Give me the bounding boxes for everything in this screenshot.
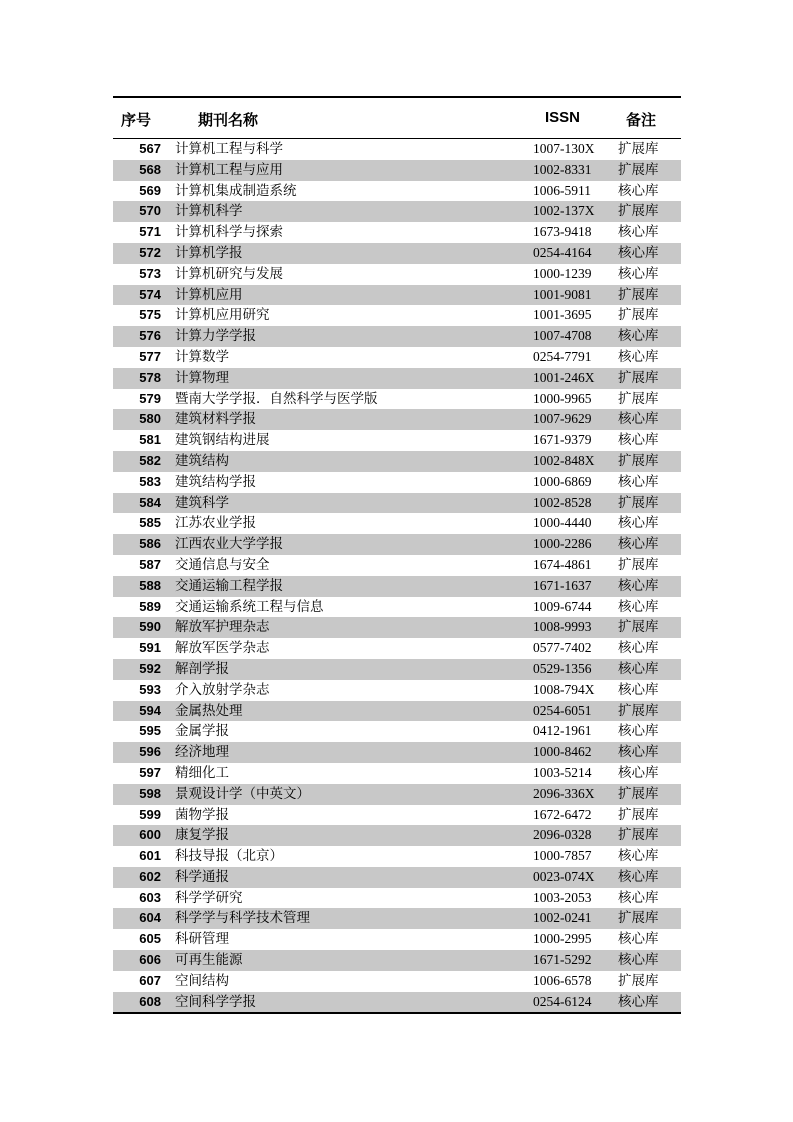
journal-name: 计算机科学与探索 [175, 224, 283, 241]
row-number: 608 [139, 993, 161, 1009]
journal-name: 科学学研究 [175, 889, 243, 906]
issn-value: 1007-4708 [533, 328, 592, 344]
note-value: 核心库 [618, 328, 659, 345]
journal-name: 计算力学学报 [175, 328, 256, 345]
table-row [113, 472, 681, 493]
row-number: 570 [139, 203, 161, 219]
issn-value: 1002-0241 [533, 910, 592, 926]
journal-name: 计算物理 [175, 369, 229, 386]
journal-name: 计算机研究与发展 [175, 265, 283, 282]
journal-name: 江西农业大学学报 [175, 536, 283, 553]
journal-name: 计算机应用 [175, 286, 243, 303]
journal-name: 金属学报 [175, 723, 229, 740]
row-number: 606 [139, 952, 161, 968]
journal-name: 建筑结构学报 [175, 473, 256, 490]
issn-value: 0023-074X [533, 868, 595, 884]
table-row [113, 721, 681, 742]
note-value: 核心库 [618, 473, 659, 490]
issn-value: 0254-7791 [533, 348, 592, 364]
table-row [113, 659, 681, 680]
table-row [113, 139, 681, 160]
row-number: 580 [139, 411, 161, 427]
note-value: 扩展库 [618, 452, 659, 469]
row-number: 593 [139, 681, 161, 697]
table-header [113, 98, 681, 139]
note-value: 核心库 [618, 265, 659, 282]
issn-value: 1008-9993 [533, 619, 592, 635]
note-value: 核心库 [618, 660, 659, 677]
note-value: 扩展库 [618, 141, 659, 157]
row-number: 587 [139, 556, 161, 572]
row-number: 602 [139, 868, 161, 884]
note-value: 扩展库 [618, 556, 659, 573]
journal-name: 计算机集成制造系统 [175, 182, 297, 199]
note-value: 扩展库 [618, 806, 659, 823]
issn-value: 1671-1637 [533, 577, 592, 593]
journal-name: 经济地理 [175, 744, 229, 761]
note-value: 核心库 [618, 244, 659, 261]
row-number: 573 [139, 265, 161, 281]
table-row [113, 825, 681, 846]
table-row [113, 908, 681, 929]
row-number: 576 [139, 328, 161, 344]
table-row [113, 389, 681, 410]
journal-name: 康复学报 [175, 827, 229, 844]
table-row [113, 243, 681, 264]
issn-value: 1000-2995 [533, 931, 592, 947]
row-number: 569 [139, 182, 161, 198]
issn-value: 1000-6869 [533, 473, 592, 489]
issn-value: 1000-2286 [533, 536, 592, 552]
journal-name: 建筑科学 [175, 494, 229, 511]
note-value: 核心库 [618, 411, 659, 428]
row-number: 581 [139, 432, 161, 448]
journal-name: 科学通报 [175, 868, 229, 885]
row-number: 584 [139, 494, 161, 510]
header-issn: ISSN [545, 109, 581, 126]
row-number: 598 [139, 785, 161, 801]
issn-value: 1001-246X [533, 369, 595, 385]
table-row [113, 326, 681, 347]
row-number: 585 [139, 515, 161, 531]
table-row [113, 576, 681, 597]
note-value: 核心库 [618, 931, 659, 948]
note-value: 核心库 [618, 182, 659, 199]
issn-value: 1000-7857 [533, 848, 592, 864]
journal-name: 空间结构 [175, 972, 229, 989]
journal-name: 景观设计学（中英文） [175, 785, 310, 802]
issn-value: 1673-9418 [533, 224, 592, 240]
table-row [113, 305, 681, 326]
table-row [113, 888, 681, 909]
issn-value: 1000-9965 [533, 390, 592, 406]
journal-name: 计算机科学 [175, 203, 243, 220]
note-value: 扩展库 [618, 910, 659, 927]
issn-value: 2096-0328 [533, 827, 592, 843]
row-number: 603 [139, 889, 161, 905]
table-row [113, 701, 681, 722]
header-number: 序号 [121, 112, 152, 129]
issn-value: 1002-137X [533, 203, 595, 219]
row-number: 572 [139, 244, 161, 260]
issn-value: 1008-794X [533, 681, 595, 697]
journal-name: 计算机应用研究 [175, 307, 270, 324]
journal-table [113, 96, 681, 1014]
journal-name: 计算数学 [175, 348, 229, 365]
table-row [113, 347, 681, 368]
issn-value: 0254-6124 [533, 993, 592, 1009]
table-row [113, 929, 681, 950]
note-value: 扩展库 [618, 286, 659, 303]
issn-value: 1003-5214 [533, 764, 592, 780]
issn-value: 1001-3695 [533, 307, 592, 323]
row-number: 583 [139, 473, 161, 489]
note-value: 核心库 [618, 952, 659, 969]
row-number: 600 [139, 827, 161, 843]
journal-name: 建筑钢结构进展 [175, 432, 270, 449]
note-value: 核心库 [618, 723, 659, 740]
row-number: 594 [139, 702, 161, 718]
row-number: 599 [139, 806, 161, 822]
row-number: 579 [139, 390, 161, 406]
row-number: 592 [139, 660, 161, 676]
journal-name: 空间科学学报 [175, 993, 256, 1010]
note-value: 扩展库 [618, 369, 659, 386]
issn-value: 1001-9081 [533, 286, 592, 302]
row-number: 582 [139, 452, 161, 468]
table-row [113, 867, 681, 888]
journal-name: 建筑材料学报 [175, 411, 256, 428]
table-row [113, 222, 681, 243]
row-number: 574 [139, 286, 161, 302]
journal-name: 计算机学报 [175, 244, 243, 261]
table-row [113, 201, 681, 222]
note-value: 核心库 [618, 640, 659, 657]
row-number: 586 [139, 536, 161, 552]
issn-value: 1000-8462 [533, 744, 592, 760]
table-row [113, 409, 681, 430]
note-value: 核心库 [618, 224, 659, 241]
table-row [113, 555, 681, 576]
row-number: 590 [139, 619, 161, 635]
table-row [113, 992, 681, 1013]
journal-name: 可再生能源 [175, 952, 243, 969]
issn-value: 1671-5292 [533, 952, 592, 968]
note-value: 扩展库 [618, 827, 659, 844]
table-row [113, 430, 681, 451]
row-number: 588 [139, 577, 161, 593]
issn-value: 1009-6744 [533, 598, 592, 614]
header-journal-name: 期刊名称 [198, 112, 259, 129]
table-row [113, 368, 681, 389]
table-row [113, 742, 681, 763]
row-number: 578 [139, 369, 161, 385]
note-value: 核心库 [618, 432, 659, 449]
journal-name: 交通运输工程学报 [175, 577, 283, 594]
note-value: 扩展库 [618, 203, 659, 220]
note-value: 核心库 [618, 577, 659, 594]
note-value: 扩展库 [618, 390, 659, 407]
issn-value: 1674-4861 [533, 556, 592, 572]
table-row [113, 971, 681, 992]
issn-value: 1006-6578 [533, 972, 592, 988]
table-row [113, 805, 681, 826]
table-row [113, 763, 681, 784]
row-number: 589 [139, 598, 161, 614]
issn-value: 0577-7402 [533, 640, 592, 656]
table-row [113, 451, 681, 472]
journal-name: 解剖学报 [175, 660, 229, 677]
journal-name: 介入放射学杂志 [175, 681, 270, 698]
issn-value: 0412-1961 [533, 723, 592, 739]
row-number: 567 [139, 141, 161, 156]
issn-value: 1007-130X [533, 141, 595, 156]
note-value: 核心库 [618, 868, 659, 885]
journal-name: 计算机工程与应用 [175, 161, 283, 178]
issn-value: 1671-9379 [533, 432, 592, 448]
issn-value: 2096-336X [533, 785, 595, 801]
row-number: 601 [139, 848, 161, 864]
journal-name: 精细化工 [175, 764, 229, 781]
note-value: 扩展库 [618, 785, 659, 802]
row-number: 604 [139, 910, 161, 926]
row-number: 577 [139, 348, 161, 364]
note-value: 扩展库 [618, 702, 659, 719]
table-row [113, 784, 681, 805]
note-value: 核心库 [618, 348, 659, 365]
table-row [113, 617, 681, 638]
table-row [113, 181, 681, 202]
note-value: 核心库 [618, 515, 659, 532]
table-row [113, 534, 681, 555]
note-value: 扩展库 [618, 619, 659, 636]
issn-value: 1000-4440 [533, 515, 592, 531]
table-row [113, 950, 681, 971]
issn-value: 1002-8331 [533, 161, 592, 177]
journal-name: 金属热处理 [175, 702, 243, 719]
note-value: 核心库 [618, 889, 659, 906]
note-value: 核心库 [618, 764, 659, 781]
row-number: 575 [139, 307, 161, 323]
row-number: 605 [139, 931, 161, 947]
table-row [113, 513, 681, 534]
note-value: 扩展库 [618, 161, 659, 178]
issn-value: 0529-1356 [533, 660, 592, 676]
row-number: 591 [139, 640, 161, 656]
note-value: 核心库 [618, 744, 659, 761]
table-row [113, 285, 681, 306]
note-value: 扩展库 [618, 972, 659, 989]
journal-name: 科研管理 [175, 931, 229, 948]
table-row [113, 638, 681, 659]
note-value: 核心库 [618, 598, 659, 615]
journal-name: 科学学与科学技术管理 [175, 910, 310, 927]
journal-name: 计算机工程与科学 [175, 141, 283, 157]
journal-name: 解放军护理杂志 [175, 619, 270, 636]
journal-name: 菌物学报 [175, 806, 229, 823]
header-note: 备注 [626, 112, 657, 129]
journal-name: 建筑结构 [175, 452, 229, 469]
note-value: 核心库 [618, 848, 659, 865]
table-row [113, 680, 681, 701]
issn-value: 1672-6472 [533, 806, 592, 822]
table-row [113, 846, 681, 867]
note-value: 扩展库 [618, 494, 659, 511]
issn-value: 1002-8528 [533, 494, 592, 510]
journal-name: 科技导报（北京） [175, 848, 283, 865]
journal-name: 江苏农业学报 [175, 515, 256, 532]
table-body [113, 139, 681, 1012]
row-number: 568 [139, 161, 161, 177]
table-row [113, 160, 681, 181]
row-number: 597 [139, 764, 161, 780]
issn-value: 1007-9629 [533, 411, 592, 427]
row-number: 571 [139, 224, 161, 240]
note-value: 核心库 [618, 681, 659, 698]
note-value: 核心库 [618, 993, 659, 1010]
journal-name: 交通运输系统工程与信息 [175, 598, 324, 615]
row-number: 595 [139, 723, 161, 739]
issn-value: 0254-6051 [533, 702, 592, 718]
row-number: 596 [139, 744, 161, 760]
table-row [113, 264, 681, 285]
journal-name: 交通信息与安全 [175, 556, 270, 573]
issn-value: 0254-4164 [533, 244, 592, 260]
table-row [113, 597, 681, 618]
issn-value: 1003-2053 [533, 889, 592, 905]
note-value: 核心库 [618, 536, 659, 553]
issn-value: 1002-848X [533, 452, 595, 468]
issn-value: 1000-1239 [533, 265, 592, 281]
table-row [113, 493, 681, 514]
journal-name: 解放军医学杂志 [175, 640, 270, 657]
note-value: 扩展库 [618, 307, 659, 324]
issn-value: 1006-5911 [533, 182, 591, 198]
journal-name: 暨南大学学报．自然科学与医学版 [175, 390, 378, 407]
row-number: 607 [139, 972, 161, 988]
